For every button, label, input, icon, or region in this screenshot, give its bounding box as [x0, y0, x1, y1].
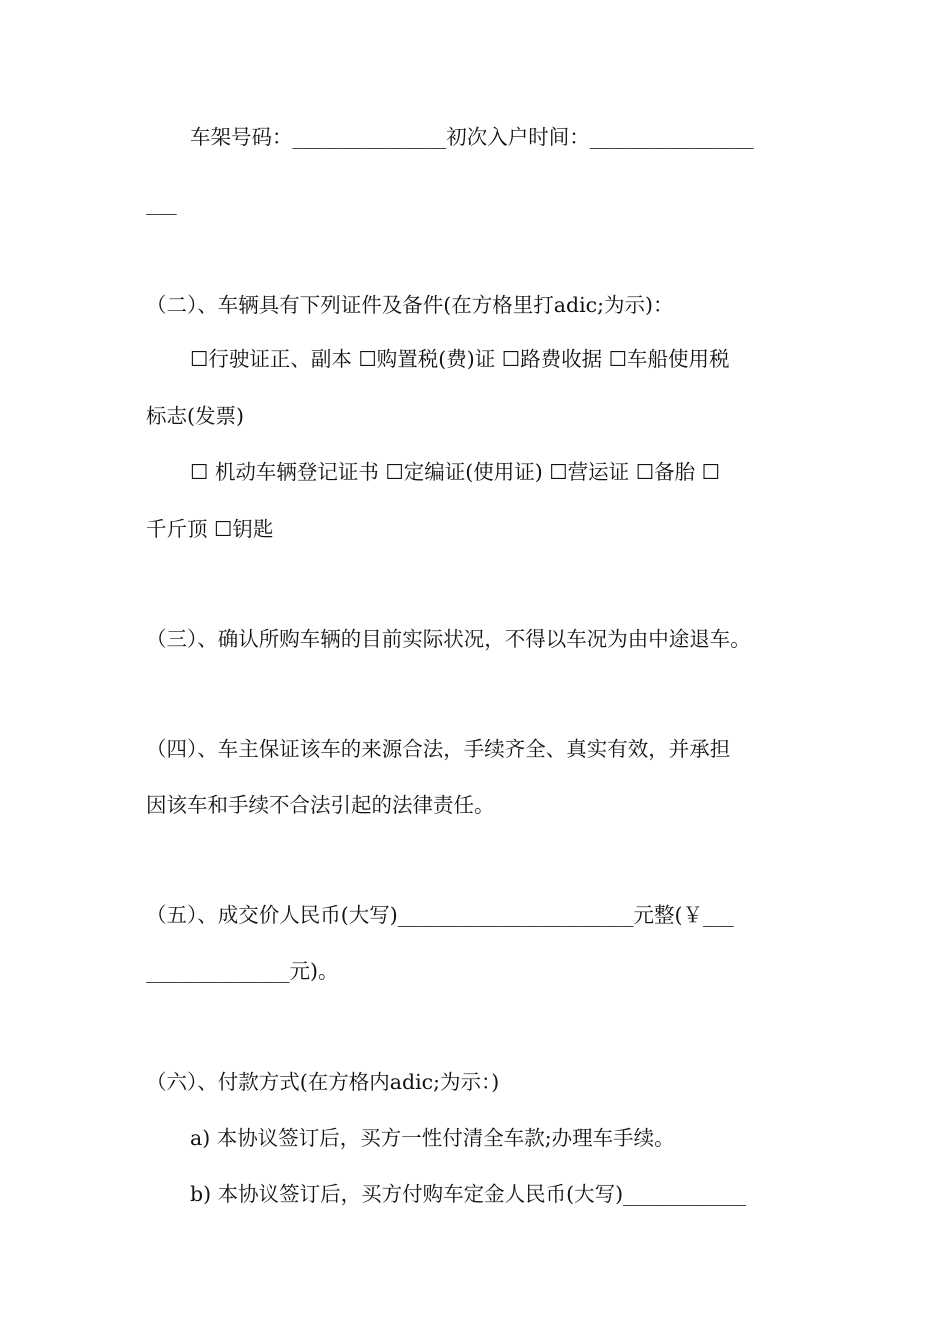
vin-and-registration-line: 车架号码：_______________初次入户时间：________________: [190, 125, 754, 149]
section-four-paragraph-line-2: 因该车和手续不合法引起的法律责任。: [146, 793, 495, 817]
section-two-heading: （二）、车辆具有下列证件及备件(在方格里打adic;为示)：: [146, 293, 674, 317]
section-five-price-line-1: （五）、成交价人民币(大写)_______________________元整(￥___: [146, 903, 734, 927]
payment-option-a: a) 本协议签订后，买方一性付清全车款;办理车手续。: [190, 1126, 675, 1150]
documents-checklist-line-1: ☐行驶证正、副本 ☐购置税(费)证 ☐路费收据 ☐车船使用税: [190, 347, 730, 371]
payment-option-b: b) 本协议签订后，买方付购车定金人民币(大写)____________: [190, 1182, 747, 1206]
section-six-heading: （六）、付款方式(在方格内adic;为示：): [146, 1070, 500, 1094]
documents-checklist-line-4: 千斤顶 ☐钥匙: [146, 517, 274, 541]
documents-checklist-line-2: 标志(发票): [146, 404, 244, 428]
vin-and-registration-continuation: ___: [146, 191, 177, 215]
section-four-paragraph-line-1: （四）、车主保证该车的来源合法，手续齐全、真实有效，并承担: [146, 737, 731, 761]
section-five-price-line-2: ______________元)。: [146, 959, 339, 983]
documents-checklist-line-3: ☐ 机动车辆登记证书 ☐定编证(使用证) ☐营运证 ☐备胎 ☐: [190, 460, 720, 484]
section-three-paragraph: （三）、确认所购车辆的目前实际状况，不得以车况为由中途退车。: [146, 627, 751, 651]
